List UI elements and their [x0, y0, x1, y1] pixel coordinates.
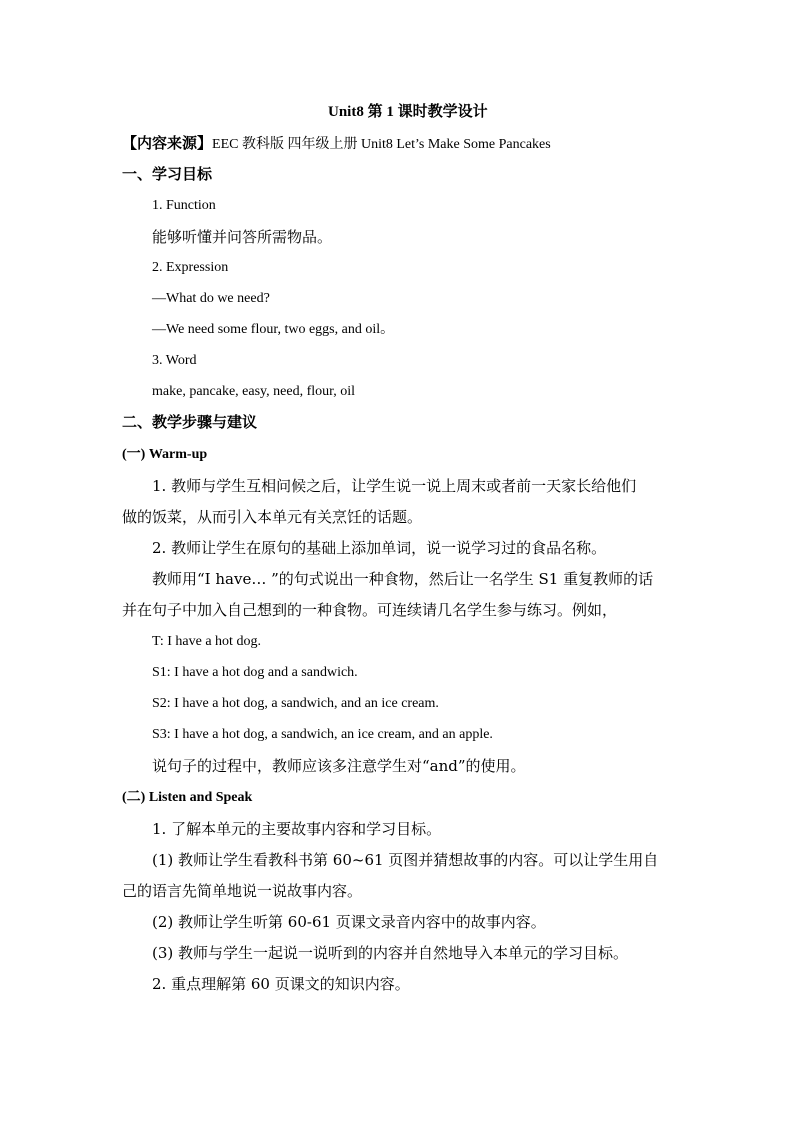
- page-title: Unit8 第 1 课时教学设计: [328, 104, 488, 120]
- dialogue-line: T: I have a hot dog.: [152, 634, 261, 649]
- word-list: make, pancake, easy, need, flour, oil: [152, 384, 355, 399]
- warmup-paragraph-3-line-1: 教师用“I have… ”的句式说出一种食物，然后让一名学生 S1 重复教师的话: [152, 570, 654, 588]
- listen-speak-sub-1-line-1: (1) 教师让学生看教科书第 60~61 页图并猜想故事的内容。可以让学生用自: [152, 851, 659, 869]
- subheading-listen-and-speak: (二) Listen and Speak: [122, 790, 253, 805]
- section-heading-steps: 二、教学步骤与建议: [122, 413, 258, 431]
- listen-speak-item-1: 1. 了解本单元的主要故事内容和学习目标。: [152, 820, 442, 838]
- subheading-warmup: (一) Warm-up: [122, 447, 208, 462]
- section-heading-objectives: 一、学习目标: [122, 165, 213, 183]
- dialogue-line: S3: I have a hot dog, a sandwich, an ice cream, and an apple.: [152, 727, 493, 742]
- content-source-line: [122, 136, 551, 152]
- listen-speak-item-2: 2. 重点理解第 60 页课文的知识内容。: [152, 975, 410, 993]
- warmup-paragraph-1-line-1: 1. 教师与学生互相问候之后，让学生说一说上周末或者前一天家长给他们: [152, 477, 637, 495]
- warmup-note: 说句子的过程中，教师应该多注意学生对“and”的使用。: [152, 757, 526, 775]
- objective-function-label: 1. Function: [152, 198, 216, 213]
- expression-answer: —We need some flour, two eggs, and oil。: [152, 322, 395, 337]
- content-source-text: EEC 教科版 四年级上册 Unit8 Let’s Make Some Pancakes: [212, 137, 551, 152]
- objective-word-label: 3. Word: [152, 353, 197, 368]
- dialogue-line: S1: I have a hot dog and a sandwich.: [152, 665, 358, 680]
- warmup-paragraph-2: 2. 教师让学生在原句的基础上添加单词，说一说学习过的食品名称。: [152, 539, 607, 557]
- listen-speak-sub-2: (2) 教师让学生听第 60-61 页课文录音内容中的故事内容。: [152, 913, 546, 931]
- expression-question: —What do we need?: [152, 291, 270, 306]
- objective-expression-label: 2. Expression: [152, 260, 229, 275]
- dialogue-line: S2: I have a hot dog, a sandwich, and an ice cream.: [152, 696, 439, 711]
- objective-function-text: 能够听懂并问答所需物品。: [152, 228, 333, 246]
- warmup-paragraph-3-line-2: 并在句子中加入自己想到的一种食物。可连续请几名学生参与练习。例如，: [122, 601, 618, 619]
- listen-speak-sub-1-line-2: 己的语言先简单地说一说故事内容。: [122, 882, 363, 900]
- listen-speak-sub-3: (3) 教师与学生一起说一说听到的内容并自然地导入本单元的学习目标。: [152, 944, 629, 962]
- warmup-paragraph-1-line-2: 做的饭菜，从而引入本单元有关烹饪的话题。: [122, 508, 423, 526]
- content-source-label: 【内容来源】: [122, 134, 213, 152]
